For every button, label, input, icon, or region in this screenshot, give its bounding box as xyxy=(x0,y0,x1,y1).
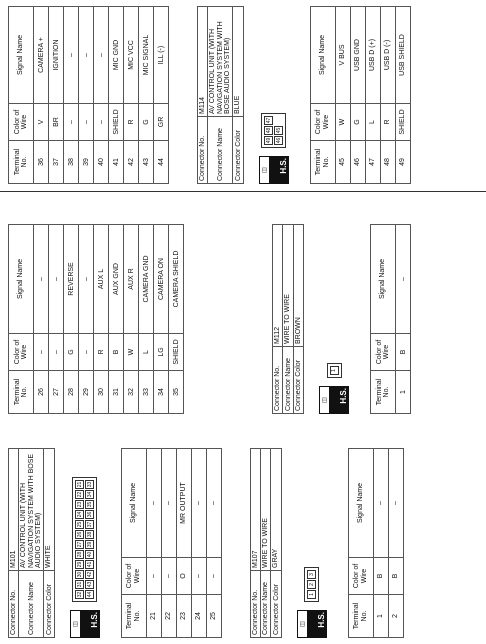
terminal-no-cell: 30 xyxy=(94,371,109,414)
m112-header-table xyxy=(272,224,304,414)
terminal-no-cell: 22 xyxy=(161,595,176,638)
terminal-no-cell: 25 xyxy=(206,595,221,638)
wire-color-cell: L xyxy=(139,334,154,371)
connector-name-value: AV CONTROL UNIT (WITH NAVIGATION SYSTEM WITH BOSE AUDIO SYSTEM) xyxy=(19,449,44,571)
table-row xyxy=(34,7,49,184)
terminal-no-cell: 36 xyxy=(34,141,49,184)
table-row xyxy=(124,225,139,414)
signal-name-cell: – xyxy=(396,225,411,334)
terminal-no-cell: 24 xyxy=(191,595,206,638)
signal-name-cell: – xyxy=(34,225,49,334)
signal-name-header: Signal Name xyxy=(9,225,34,334)
signal-name-cell: MR OUTPUT xyxy=(176,449,191,558)
m101b-terminal-table xyxy=(8,224,184,414)
page-divider xyxy=(0,191,486,192)
hs-badge-icon: ◫ H.S. xyxy=(70,610,100,638)
wire-color-cell: BR xyxy=(49,104,64,141)
table-row xyxy=(395,7,410,184)
connector-pin: 25 xyxy=(76,521,83,528)
table-row xyxy=(176,449,191,638)
table-row xyxy=(146,449,161,638)
m107-header-table xyxy=(250,448,282,638)
connector-name-label: Connector Name xyxy=(283,347,293,414)
connector-no-label: Connector No. xyxy=(9,571,19,638)
signal-name-cell: USB GND xyxy=(350,7,365,104)
connector-pin: 24 xyxy=(76,511,83,518)
m114-terminal-table xyxy=(310,6,411,184)
signal-name-cell: – xyxy=(94,7,109,104)
signal-name-cell: CAMERA ON xyxy=(154,225,169,334)
connector-pin: 44 xyxy=(86,591,93,598)
wire-color-cell: W xyxy=(124,334,139,371)
column-m101-m107 xyxy=(8,448,404,638)
table-row xyxy=(34,225,49,414)
wire-color-cell: – xyxy=(94,104,109,141)
table-row xyxy=(396,225,411,414)
connector-pin: 45 xyxy=(275,127,282,134)
color-of-wire-header: Color of Wire xyxy=(9,334,34,371)
signal-name-cell: V BUS xyxy=(335,7,350,104)
m107-connector-face xyxy=(304,567,319,602)
wire-color-cell: SHIELD xyxy=(395,104,410,141)
wire-color-cell: R xyxy=(94,334,109,371)
connector-color-label: Connector Color xyxy=(233,117,243,184)
signal-name-cell: USB D (+) xyxy=(365,7,380,104)
connector-pin: 31 xyxy=(76,581,83,588)
m107-terminal-table xyxy=(348,448,404,638)
m114-header-table xyxy=(197,6,244,184)
terminal-no-cell: 49 xyxy=(395,141,410,184)
connector-name-value: AV CONTROL UNIT (WITH NAVIGATION SYSTEM WITH BOSE AUDIO SYSTEM) xyxy=(208,7,233,117)
signal-name-cell: – xyxy=(191,449,206,558)
m114-connector-view xyxy=(252,6,296,184)
terminal-no-cell: 38 xyxy=(64,141,79,184)
terminal-no-cell: 29 xyxy=(79,371,94,414)
table-row xyxy=(191,449,206,638)
connector-pin: 27 xyxy=(76,541,83,548)
connector-color-label: Connector Color xyxy=(271,571,281,638)
table-row xyxy=(124,7,139,184)
wire-color-cell: L xyxy=(365,104,380,141)
wire-color-cell: R xyxy=(124,104,139,141)
terminal-no-header: Terminal No. xyxy=(348,595,373,638)
terminal-no-cell: 40 xyxy=(94,141,109,184)
terminal-no-cell: 33 xyxy=(139,371,154,414)
terminal-no-cell: 37 xyxy=(49,141,64,184)
table-row xyxy=(380,7,395,184)
color-of-wire-header: Color of Wire xyxy=(121,558,146,595)
wire-color-cell: SHIELD xyxy=(109,104,124,141)
terminal-no-cell: 47 xyxy=(365,141,380,184)
color-of-wire-header: Color of Wire xyxy=(9,104,34,141)
table-row xyxy=(373,449,388,638)
wire-color-cell: G xyxy=(350,104,365,141)
color-of-wire-header: Color of Wire xyxy=(371,334,396,371)
terminal-no-cell: 23 xyxy=(176,595,191,638)
m101c-terminal-table xyxy=(8,6,169,184)
connector-pin: 33 xyxy=(86,481,93,488)
signal-name-cell: ILL (-) xyxy=(154,7,169,104)
terminal-no-cell: 27 xyxy=(49,371,64,414)
signal-name-cell: – xyxy=(64,7,79,104)
signal-name-header: Signal Name xyxy=(371,225,396,334)
m107-connector-view xyxy=(290,448,334,638)
m112-connector-face xyxy=(327,363,342,378)
wire-color-cell: – xyxy=(161,558,176,595)
terminal-no-cell: 34 xyxy=(154,371,169,414)
terminal-no-cell: 44 xyxy=(154,141,169,184)
connector-no-value: M107 xyxy=(250,449,260,571)
table-row xyxy=(109,225,124,414)
connector-pin: 42 xyxy=(86,571,93,578)
connector-pin: 29 xyxy=(76,561,83,568)
connector-pin: 1 xyxy=(307,590,316,599)
m101-connector-face xyxy=(72,477,97,602)
table-row xyxy=(139,7,154,184)
connector-no-label: Connector No. xyxy=(198,117,208,184)
table-row xyxy=(49,225,64,414)
connector-color-value: BLUE xyxy=(233,7,243,117)
wire-color-cell: B xyxy=(396,334,411,371)
wire-color-cell: B xyxy=(109,334,124,371)
connector-pin: 48 xyxy=(265,127,272,134)
wire-color-cell: – xyxy=(34,334,49,371)
table-row xyxy=(154,225,169,414)
terminal-no-cell: 35 xyxy=(169,371,184,414)
connector-pin: 37 xyxy=(86,521,93,528)
connector-pin: 26 xyxy=(76,531,83,538)
signal-name-cell: – xyxy=(161,449,176,558)
terminal-no-cell: 1 xyxy=(396,371,411,414)
signal-name-cell: CAMERA + xyxy=(34,7,49,104)
terminal-no-cell: 2 xyxy=(388,595,403,638)
signal-name-cell: – xyxy=(79,225,94,334)
signal-name-cell: AUX GND xyxy=(109,225,124,334)
connector-pin: 3 xyxy=(307,570,316,579)
connector-no-label: Connector No. xyxy=(273,347,283,414)
column-m101c-m114 xyxy=(8,6,411,184)
wire-color-cell: R xyxy=(380,104,395,141)
wire-color-cell: O xyxy=(176,558,191,595)
table-row xyxy=(79,225,94,414)
signal-name-cell: MIC VCC xyxy=(124,7,139,104)
signal-name-header: Signal Name xyxy=(310,7,335,104)
table-row xyxy=(365,7,380,184)
wire-color-cell: – xyxy=(64,104,79,141)
connector-pin: 32 xyxy=(76,591,83,598)
hs-badge-icon: ◫ H.S. xyxy=(259,156,289,184)
wire-color-cell: W xyxy=(335,104,350,141)
table-row xyxy=(94,225,109,414)
connector-pin: 39 xyxy=(86,541,93,548)
connector-pin: 43 xyxy=(86,581,93,588)
table-row xyxy=(64,225,79,414)
connector-no-value: M114 xyxy=(198,7,208,117)
connector-name-label: Connector Name xyxy=(19,571,44,638)
table-row xyxy=(139,225,154,414)
signal-name-cell: AUX L xyxy=(94,225,109,334)
connector-pin: 46 xyxy=(275,137,282,144)
connector-color-label: Connector Color xyxy=(44,571,54,638)
terminal-no-header: Terminal No. xyxy=(371,371,396,414)
signal-name-header: Signal Name xyxy=(121,449,146,558)
connector-color-value: GRAY xyxy=(271,449,281,571)
signal-name-cell: – xyxy=(79,7,94,104)
signal-name-cell: AUX R xyxy=(124,225,139,334)
connector-color-value: WHITE xyxy=(44,449,54,571)
wire-color-cell: – xyxy=(49,334,64,371)
m101-header-table xyxy=(8,448,55,638)
connector-pin: 34 xyxy=(86,491,93,498)
color-of-wire-header: Color of Wire xyxy=(348,558,373,595)
connector-pin: 30 xyxy=(76,571,83,578)
wire-color-cell: – xyxy=(79,104,94,141)
table-row xyxy=(350,7,365,184)
m112-terminal-table xyxy=(370,224,411,414)
signal-name-header: Signal Name xyxy=(348,449,373,558)
connector-pin: 49 xyxy=(265,137,272,144)
terminal-no-header: Terminal No. xyxy=(121,595,146,638)
signal-name-cell: USB D (-) xyxy=(380,7,395,104)
m112-connector-view xyxy=(312,224,356,414)
wire-color-cell: LG xyxy=(154,334,169,371)
wire-color-cell: GR xyxy=(154,104,169,141)
terminal-no-cell: 28 xyxy=(64,371,79,414)
signal-name-cell: – xyxy=(206,449,221,558)
connector-pin: 2 xyxy=(307,580,316,589)
terminal-no-cell: 21 xyxy=(146,595,161,638)
table-row xyxy=(388,449,403,638)
wire-color-cell: SHIELD xyxy=(169,334,184,371)
wire-color-cell: G xyxy=(139,104,154,141)
connector-pin: 23 xyxy=(76,501,83,508)
terminal-no-cell: 26 xyxy=(34,371,49,414)
signal-name-cell: CAMERA SHIELD xyxy=(169,225,184,334)
terminal-no-cell: 39 xyxy=(79,141,94,184)
table-row xyxy=(109,7,124,184)
table-row xyxy=(64,7,79,184)
connector-pin: 40 xyxy=(86,551,93,558)
m114-connector-face xyxy=(261,113,286,148)
terminal-no-header: Terminal No. xyxy=(310,141,335,184)
terminal-no-cell: 32 xyxy=(124,371,139,414)
connector-no-value: M101 xyxy=(9,449,19,571)
signal-name-cell: – xyxy=(373,449,388,558)
terminal-no-header: Terminal No. xyxy=(9,371,34,414)
column-m101b-m112 xyxy=(8,224,411,414)
signal-name-cell: – xyxy=(146,449,161,558)
connector-no-label: Connector No. xyxy=(250,571,260,638)
signal-name-cell: MIC GND xyxy=(109,7,124,104)
terminal-no-cell: 45 xyxy=(335,141,350,184)
connector-pin: 47 xyxy=(265,117,272,124)
connector-pin: 22 xyxy=(76,491,83,498)
terminal-no-cell: 46 xyxy=(350,141,365,184)
signal-name-cell: REVERSE xyxy=(64,225,79,334)
connector-pin: 38 xyxy=(86,531,93,538)
connector-pin: 36 xyxy=(86,511,93,518)
connector-pin: 41 xyxy=(86,561,93,568)
signal-name-cell: – xyxy=(388,449,403,558)
signal-name-cell: USB SHIELD xyxy=(395,7,410,104)
wire-color-cell: – xyxy=(79,334,94,371)
color-of-wire-header: Color of Wire xyxy=(310,104,335,141)
table-row xyxy=(161,449,176,638)
terminal-no-cell: 42 xyxy=(124,141,139,184)
connector-no-value: M112 xyxy=(273,225,283,347)
connector-pin: 35 xyxy=(86,501,93,508)
connector-pin: 1 xyxy=(330,366,339,375)
signal-name-cell: – xyxy=(49,225,64,334)
terminal-no-cell: 41 xyxy=(109,141,124,184)
terminal-no-cell: 1 xyxy=(373,595,388,638)
m101-connector-view xyxy=(63,448,107,638)
table-row xyxy=(154,7,169,184)
table-row xyxy=(49,7,64,184)
connector-pin: 28 xyxy=(76,551,83,558)
terminal-no-header: Terminal No. xyxy=(9,141,34,184)
connector-color-label: Connector Color xyxy=(293,347,303,414)
signal-name-cell: IGNITION xyxy=(49,7,64,104)
connector-color-value: BROWN xyxy=(293,225,303,347)
terminal-no-cell: 43 xyxy=(139,141,154,184)
table-row xyxy=(206,449,221,638)
connector-name-value: WIRE TO WIRE xyxy=(261,449,271,571)
wire-color-cell: G xyxy=(64,334,79,371)
terminal-no-cell: 48 xyxy=(380,141,395,184)
terminal-no-cell: 31 xyxy=(109,371,124,414)
connector-pin: 21 xyxy=(76,481,83,488)
wire-color-cell: B xyxy=(388,558,403,595)
table-row xyxy=(94,7,109,184)
hs-badge-icon: ◫ H.S. xyxy=(319,386,349,414)
wire-color-cell: B xyxy=(373,558,388,595)
wire-color-cell: – xyxy=(191,558,206,595)
signal-name-header: Signal Name xyxy=(9,7,34,104)
hs-badge-icon: ◫ H.S. xyxy=(297,610,327,638)
table-row xyxy=(335,7,350,184)
table-row xyxy=(79,7,94,184)
wire-color-cell: – xyxy=(206,558,221,595)
connector-name-label: Connector Name xyxy=(208,117,233,184)
connector-name-value: WIRE TO WIRE xyxy=(283,225,293,347)
signal-name-cell: CAMERA GND xyxy=(139,225,154,334)
table-row xyxy=(169,225,184,414)
m101-terminal-table xyxy=(121,448,222,638)
signal-name-cell: MIC SIGNAL xyxy=(139,7,154,104)
connector-name-label: Connector Name xyxy=(261,571,271,638)
wire-color-cell: V xyxy=(34,104,49,141)
wire-color-cell: – xyxy=(146,558,161,595)
